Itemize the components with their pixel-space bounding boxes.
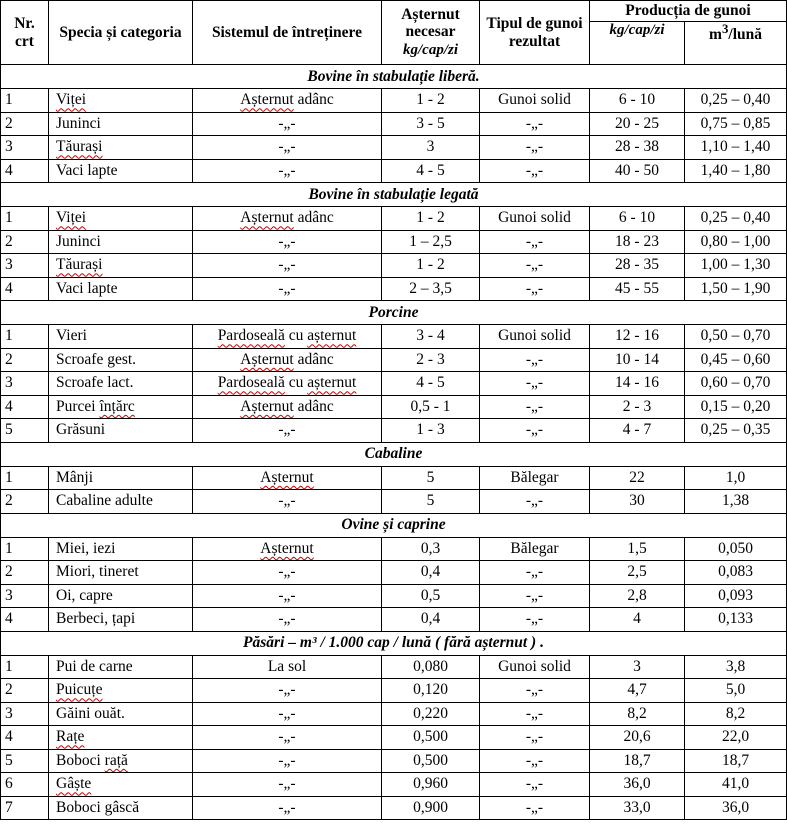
cell-m3: 1,40 – 1,80 <box>685 159 787 183</box>
cell-asternut: 1 - 2 <box>382 89 480 113</box>
cell-sistem: -„- <box>193 749 382 773</box>
table-row <box>1 395 787 419</box>
cell-m3: 18,7 <box>685 749 787 773</box>
table-row <box>1 749 787 773</box>
cell-specia: Boboci rață <box>49 749 193 773</box>
cell-tip: -„- <box>480 230 590 254</box>
cell-m3: 0,50 – 0,70 <box>685 325 787 349</box>
cell-specia <box>49 136 193 160</box>
cell-nr: 1 <box>1 655 49 679</box>
cell-m3: 0,25 – 0,40 <box>685 207 787 231</box>
cell-tip: -„- <box>480 679 590 703</box>
cell-sistem: -„- <box>193 277 382 301</box>
cell-sistem: -„- <box>193 679 382 703</box>
cell-tip: -„- <box>480 726 590 750</box>
cell-sistem: -„- <box>193 726 382 750</box>
cell-sistem: -„- <box>193 419 382 443</box>
cell-kg: 4,7 <box>590 679 685 703</box>
header-prod-m3-sup: 3 <box>721 21 729 36</box>
header-asternut-unit: kg/cap/zi <box>403 42 458 59</box>
cell-specia <box>49 254 193 278</box>
table-row <box>1 679 787 703</box>
cell-asternut: 0,500 <box>382 749 480 773</box>
cell-kg: 20 - 25 <box>590 112 685 136</box>
table-row <box>1 112 787 136</box>
cell-asternut: 0,900 <box>382 796 480 820</box>
spellcheck-mark: Rațe <box>56 728 85 746</box>
cell-specia: Vieri <box>49 325 193 349</box>
cell-nr: 4 <box>1 277 49 301</box>
cell-tip: Bălegar <box>480 537 590 561</box>
cell-sistem: -„- <box>193 254 382 278</box>
section-header <box>1 513 787 537</box>
cell-tip: -„- <box>480 561 590 585</box>
cell-tip: -„- <box>480 112 590 136</box>
cell-nr: 4 <box>1 159 49 183</box>
cell-tip: -„- <box>480 749 590 773</box>
cell-asternut: 1 - 3 <box>382 419 480 443</box>
cell-asternut: 0,4 <box>382 608 480 632</box>
cell-asternut: 0,960 <box>382 773 480 797</box>
spellcheck-mark: Gâște <box>56 775 92 793</box>
table-row <box>1 726 787 750</box>
cell-asternut: 3 <box>382 136 480 160</box>
cell-m3: 22,0 <box>685 726 787 750</box>
header-asternut-label: Așternut necesar <box>401 5 460 41</box>
cell-asternut: 4 - 5 <box>382 372 480 396</box>
cell-nr: 3 <box>1 584 49 608</box>
cell-sistem <box>193 466 382 490</box>
cell-specia: Pui de carne <box>49 655 193 679</box>
cell-nr: 3 <box>1 702 49 726</box>
cell-sistem: Așternut adânc <box>193 348 382 372</box>
cell-sistem: Așternut adânc <box>193 207 382 231</box>
cell-asternut: 0,5 - 1 <box>382 395 480 419</box>
cell-asternut: 0,220 <box>382 702 480 726</box>
cell-asternut: 5 <box>382 466 480 490</box>
cell-specia: Juninci <box>49 112 193 136</box>
table-row <box>1 773 787 797</box>
cell-nr: 2 <box>1 112 49 136</box>
section-title: Porcine <box>1 301 787 325</box>
cell-asternut: 0,4 <box>382 561 480 585</box>
section-header <box>1 442 787 466</box>
cell-nr: 3 <box>1 136 49 160</box>
section-header <box>1 183 787 207</box>
cell-asternut: 2 - 3 <box>382 348 480 372</box>
header-sistemul: Sistemul de întreținere <box>193 1 382 65</box>
cell-specia: Purcei înțărc <box>49 395 193 419</box>
cell-kg: 2,5 <box>590 561 685 585</box>
cell-m3: 0,75 – 0,85 <box>685 112 787 136</box>
cell-nr: 1 <box>1 207 49 231</box>
cell-tip: -„- <box>480 419 590 443</box>
spellcheck-mark: Așternut <box>260 539 314 557</box>
cell-tip: -„- <box>480 372 590 396</box>
cell-tip: -„- <box>480 159 590 183</box>
cell-tip: Gunoi solid <box>480 207 590 231</box>
cell-sistem: -„- <box>193 136 382 160</box>
spellcheck-mark: așternut <box>307 374 357 392</box>
cell-kg: 22 <box>590 466 685 490</box>
cell-nr: 2 <box>1 490 49 514</box>
cell-kg: 2 - 3 <box>590 395 685 419</box>
header-nr: Nr. crt <box>1 1 49 65</box>
cell-asternut: 0,120 <box>382 679 480 703</box>
cell-specia: Juninci <box>49 230 193 254</box>
cell-tip: Gunoi solid <box>480 655 590 679</box>
table-row <box>1 490 787 514</box>
cell-tip: -„- <box>480 608 590 632</box>
cell-nr: 4 <box>1 395 49 419</box>
cell-m3: 41,0 <box>685 773 787 797</box>
cell-kg: 18,7 <box>590 749 685 773</box>
cell-m3: 0,25 – 0,35 <box>685 419 787 443</box>
cell-kg: 36,0 <box>590 773 685 797</box>
cell-tip: -„- <box>480 796 590 820</box>
cell-tip: -„- <box>480 702 590 726</box>
spellcheck-mark: Așternut <box>260 468 314 486</box>
spellcheck-mark: Pardoseală <box>217 327 285 345</box>
cell-tip: -„- <box>480 254 590 278</box>
cell-m3: 0,083 <box>685 561 787 585</box>
cell-tip: -„- <box>480 584 590 608</box>
cell-sistem: -„- <box>193 159 382 183</box>
table-row <box>1 561 787 585</box>
cell-kg: 12 - 16 <box>590 325 685 349</box>
cell-sistem: -„- <box>193 112 382 136</box>
table-row <box>1 537 787 561</box>
section-title: Cabaline <box>1 442 787 466</box>
cell-sistem: -„- <box>193 230 382 254</box>
cell-asternut: 3 - 5 <box>382 112 480 136</box>
table-row <box>1 230 787 254</box>
section-title: Ovine și caprine <box>1 513 787 537</box>
cell-m3: 0,60 – 0,70 <box>685 372 787 396</box>
header-prod-m3 <box>685 22 787 65</box>
cell-m3: 0,80 – 1,00 <box>685 230 787 254</box>
cell-specia: Miei, iezi <box>49 537 193 561</box>
cell-nr: 5 <box>1 749 49 773</box>
cell-specia: Scroafe gest. <box>49 348 193 372</box>
cell-specia <box>49 207 193 231</box>
header-prod-m3-base: m <box>709 26 722 44</box>
table-row <box>1 419 787 443</box>
cell-sistem: -„- <box>193 561 382 585</box>
cell-m3: 1,00 – 1,30 <box>685 254 787 278</box>
cell-nr: 4 <box>1 608 49 632</box>
cell-kg: 4 <box>590 608 685 632</box>
cell-nr: 6 <box>1 773 49 797</box>
cell-kg: 8,2 <box>590 702 685 726</box>
cell-asternut: 2 – 3,5 <box>382 277 480 301</box>
cell-kg: 6 - 10 <box>590 207 685 231</box>
cell-nr: 2 <box>1 561 49 585</box>
cell-asternut: 3 - 4 <box>382 325 480 349</box>
section-title: Păsări – m³ / 1.000 cap / lună ( fără așternut ) . <box>1 631 787 655</box>
cell-nr: 2 <box>1 679 49 703</box>
cell-nr: 1 <box>1 466 49 490</box>
table-row <box>1 207 787 231</box>
cell-kg: 6 - 10 <box>590 89 685 113</box>
cell-specia: Găini ouăt. <box>49 702 193 726</box>
cell-specia: Berbeci, țapi <box>49 608 193 632</box>
cell-specia: Oi, capre <box>49 584 193 608</box>
cell-m3: 0,050 <box>685 537 787 561</box>
spellcheck-mark: Viței <box>56 91 87 109</box>
cell-kg: 14 - 16 <box>590 372 685 396</box>
cell-tip: Gunoi solid <box>480 325 590 349</box>
cell-m3: 1,0 <box>685 466 787 490</box>
cell-sistem: -„- <box>193 796 382 820</box>
cell-kg: 33,0 <box>590 796 685 820</box>
cell-asternut: 0,080 <box>382 655 480 679</box>
table-row <box>1 159 787 183</box>
cell-kg: 28 - 38 <box>590 136 685 160</box>
spellcheck-mark: Tăurași <box>56 256 103 274</box>
cell-sistem <box>193 537 382 561</box>
cell-tip: Gunoi solid <box>480 89 590 113</box>
cell-sistem: -„- <box>193 608 382 632</box>
cell-tip: -„- <box>480 490 590 514</box>
cell-m3: 1,38 <box>685 490 787 514</box>
cell-kg: 40 - 50 <box>590 159 685 183</box>
cell-specia <box>49 679 193 703</box>
cell-specia: Boboci gâscă <box>49 796 193 820</box>
spellcheck-mark: rață <box>104 751 128 769</box>
cell-specia: Scroafe lact. <box>49 372 193 396</box>
cell-asternut: 1 - 2 <box>382 207 480 231</box>
header-productia: Producția de gunoi <box>590 1 787 22</box>
spellcheck-mark: Așternut <box>240 397 294 415</box>
cell-asternut: 0,3 <box>382 537 480 561</box>
cell-m3: 0,25 – 0,40 <box>685 89 787 113</box>
table-row <box>1 136 787 160</box>
cell-tip: -„- <box>480 395 590 419</box>
cell-tip: -„- <box>480 348 590 372</box>
spellcheck-mark: Așternut <box>240 91 294 109</box>
cell-m3: 1,50 – 1,90 <box>685 277 787 301</box>
cell-tip: -„- <box>480 277 590 301</box>
cell-asternut: 5 <box>382 490 480 514</box>
cell-m3: 0,15 – 0,20 <box>685 395 787 419</box>
spellcheck-mark: așternut <box>307 327 357 345</box>
cell-sistem: -„- <box>193 490 382 514</box>
section-title: Bovine în stabulație legată <box>1 183 787 207</box>
table-row <box>1 608 787 632</box>
cell-specia: Vaci lapte <box>49 277 193 301</box>
cell-tip: Bălegar <box>480 466 590 490</box>
spellcheck-mark: înțărc <box>99 397 135 415</box>
table-row <box>1 348 787 372</box>
table-body <box>1 65 787 820</box>
cell-asternut: 1 – 2,5 <box>382 230 480 254</box>
cell-nr: 3 <box>1 372 49 396</box>
cell-specia: Cabaline adulte <box>49 490 193 514</box>
header-specia: Specia și categoria <box>49 1 193 65</box>
cell-sistem: Așternut adânc <box>193 89 382 113</box>
cell-nr: 1 <box>1 537 49 561</box>
cell-specia: Miori, tineret <box>49 561 193 585</box>
cell-nr: 5 <box>1 419 49 443</box>
cell-kg: 10 - 14 <box>590 348 685 372</box>
cell-nr: 7 <box>1 796 49 820</box>
cell-specia <box>49 726 193 750</box>
table-row <box>1 89 787 113</box>
cell-specia: Mânji <box>49 466 193 490</box>
table-row <box>1 796 787 820</box>
cell-specia <box>49 773 193 797</box>
cell-m3: 5,0 <box>685 679 787 703</box>
cell-nr: 1 <box>1 89 49 113</box>
spellcheck-mark: Viței <box>56 209 87 227</box>
cell-asternut: 0,5 <box>382 584 480 608</box>
table-header <box>1 1 787 65</box>
table-row <box>1 254 787 278</box>
cell-kg: 30 <box>590 490 685 514</box>
cell-kg: 1,5 <box>590 537 685 561</box>
cell-sistem: -„- <box>193 584 382 608</box>
cell-specia: Grăsuni <box>49 419 193 443</box>
spellcheck-mark: Tăurași <box>56 138 103 156</box>
header-tipul: Tipul de gunoi rezultat <box>480 1 590 65</box>
cell-sistem: Pardoseală cu așternut <box>193 372 382 396</box>
table-row <box>1 372 787 396</box>
spellcheck-mark: Puicuțe <box>56 681 103 699</box>
cell-tip: -„- <box>480 136 590 160</box>
cell-tip: -„- <box>480 773 590 797</box>
section-header <box>1 301 787 325</box>
cell-nr: 1 <box>1 325 49 349</box>
spellcheck-mark: Așternut <box>240 209 294 227</box>
cell-kg: 45 - 55 <box>590 277 685 301</box>
header-prod-kg: kg/cap/zi <box>590 22 685 65</box>
cell-sistem: -„- <box>193 773 382 797</box>
cell-nr: 2 <box>1 348 49 372</box>
table-row <box>1 277 787 301</box>
spellcheck-mark: Așternut <box>240 350 294 368</box>
cell-kg: 18 - 23 <box>590 230 685 254</box>
table-row <box>1 655 787 679</box>
cell-kg: 4 - 7 <box>590 419 685 443</box>
cell-m3: 1,10 – 1,40 <box>685 136 787 160</box>
spellcheck-mark: Pardoseală <box>217 374 285 392</box>
section-header <box>1 65 787 89</box>
cell-m3: 3,8 <box>685 655 787 679</box>
cell-kg: 2,8 <box>590 584 685 608</box>
table-row <box>1 466 787 490</box>
cell-m3: 8,2 <box>685 702 787 726</box>
cell-kg: 28 - 35 <box>590 254 685 278</box>
section-header <box>1 631 787 655</box>
cell-nr: 2 <box>1 230 49 254</box>
cell-m3: 36,0 <box>685 796 787 820</box>
cell-sistem: -„- <box>193 702 382 726</box>
table-row <box>1 584 787 608</box>
cell-specia <box>49 89 193 113</box>
cell-m3: 0,45 – 0,60 <box>685 348 787 372</box>
cell-nr: 4 <box>1 726 49 750</box>
cell-sistem: Pardoseală cu așternut <box>193 325 382 349</box>
cell-m3: 0,133 <box>685 608 787 632</box>
table-row <box>1 702 787 726</box>
section-title: Bovine în stabulație liberă. <box>1 65 787 89</box>
cell-m3: 0,093 <box>685 584 787 608</box>
cell-asternut: 4 - 5 <box>382 159 480 183</box>
cell-kg: 20,6 <box>590 726 685 750</box>
cell-kg: 3 <box>590 655 685 679</box>
table-row <box>1 325 787 349</box>
cell-specia: Vaci lapte <box>49 159 193 183</box>
cell-asternut: 0,500 <box>382 726 480 750</box>
header-prod-m3-suffix: /lună <box>728 26 762 44</box>
cell-nr: 3 <box>1 254 49 278</box>
cell-asternut: 1 - 2 <box>382 254 480 278</box>
cell-sistem: Așternut adânc <box>193 395 382 419</box>
header-asternut <box>382 1 480 65</box>
cell-sistem: La sol <box>193 655 382 679</box>
